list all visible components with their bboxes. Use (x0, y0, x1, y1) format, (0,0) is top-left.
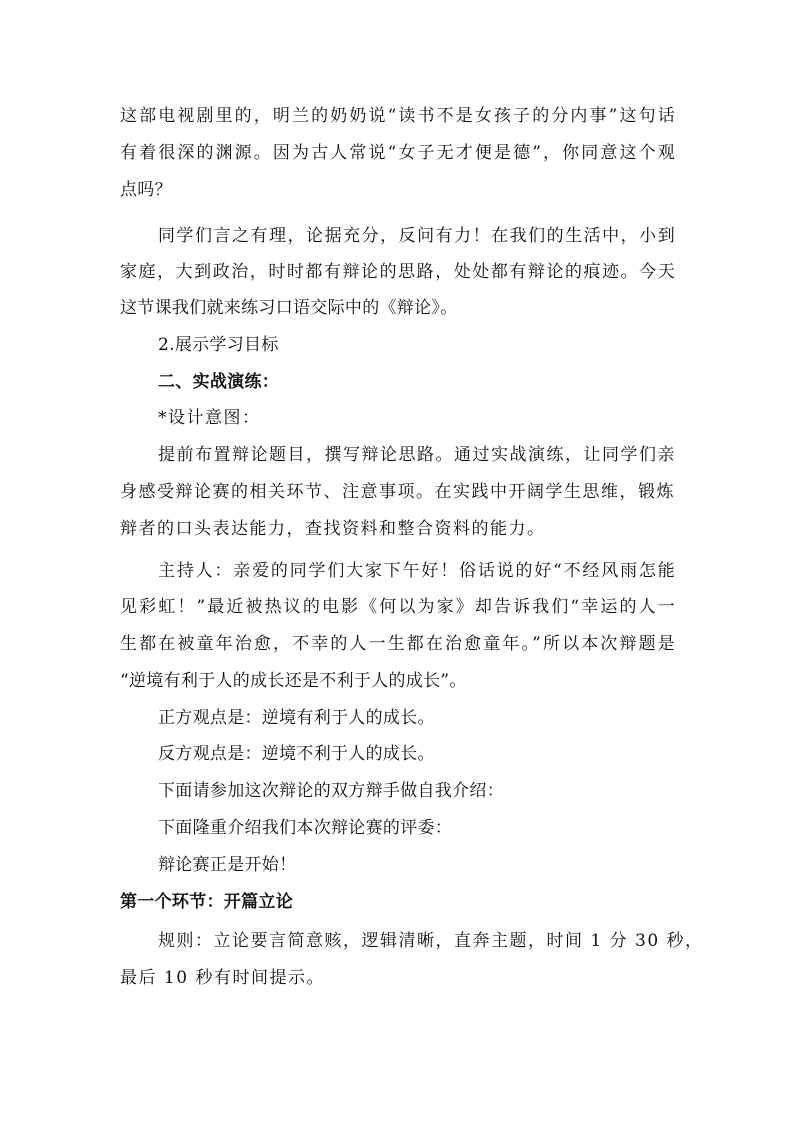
paragraph-line: 家庭，大到政治，时时都有辩论的思路，处处都有辩论的痕迹。今天 (120, 262, 675, 282)
list-item: 2.展示学习目标 (158, 335, 279, 355)
affirmative-position: 正方观点是：逆境有利于人的成长。 (158, 708, 435, 728)
paragraph-line: 有着很深的渊源。因为古人常说“女子无才便是德”，你同意这个观 (120, 143, 675, 163)
section-heading: 第一个环节：开篇立论 (120, 892, 293, 912)
negative-position: 反方观点是：逆境不利于人的成长。 (158, 744, 435, 764)
section-heading: 二、实战演练： (158, 372, 280, 392)
paragraph-line: 提前布置辩论题目，撰写辩论思路。通过实战演练，让同学们亲 (158, 445, 676, 465)
paragraph-line: 辩者的口头表达能力，查找资料和整合资料的能力。 (120, 519, 546, 539)
paragraph-line: 这节课我们就来练习口语交际中的《辩论》。 (120, 298, 458, 318)
paragraph-line: 辩论赛正是开始！ (158, 855, 297, 875)
paragraph-line: 下面请参加这次辩论的双方辩手做自我介绍： (158, 781, 504, 801)
paragraph-line: 主持人：亲爱的同学们大家下午好！俗话说的好“不经风雨怎能 (158, 561, 675, 581)
paragraph-line: 这部电视剧里的，明兰的奶奶说“读书不是女孩子的分内事”这句话 (120, 106, 675, 126)
paragraph-line: 见彩虹！”最近被热议的电影《何以为家》却告诉我们“幸运的人一 (120, 597, 675, 617)
design-intent-label: *设计意图： (158, 408, 261, 428)
paragraph-line: 身感受辩论赛的相关环节、注意事项。在实践中开阔学生思维，锻炼 (120, 482, 675, 502)
paragraph-line: 点吗？ (120, 180, 172, 200)
paragraph-line: 同学们言之有理，论据充分，反问有力！在我们的生活中，小到 (158, 226, 675, 246)
rule-line: 最后 10 秒有时间提示。 (120, 968, 325, 988)
paragraph-line: “逆境有利于人的成长还是不利于人的成长”。 (120, 671, 467, 691)
paragraph-line: 生都在被童年治愈，不幸的人一生都在治愈童年。”所以本次辩题是 (120, 634, 675, 654)
paragraph-line: 下面隆重介绍我们本次辩论赛的评委： (158, 818, 453, 838)
rule-line: 规则：立论要言简意赅，逻辑清晰，直奔主题，时间 1 分 30 秒， (158, 931, 704, 951)
